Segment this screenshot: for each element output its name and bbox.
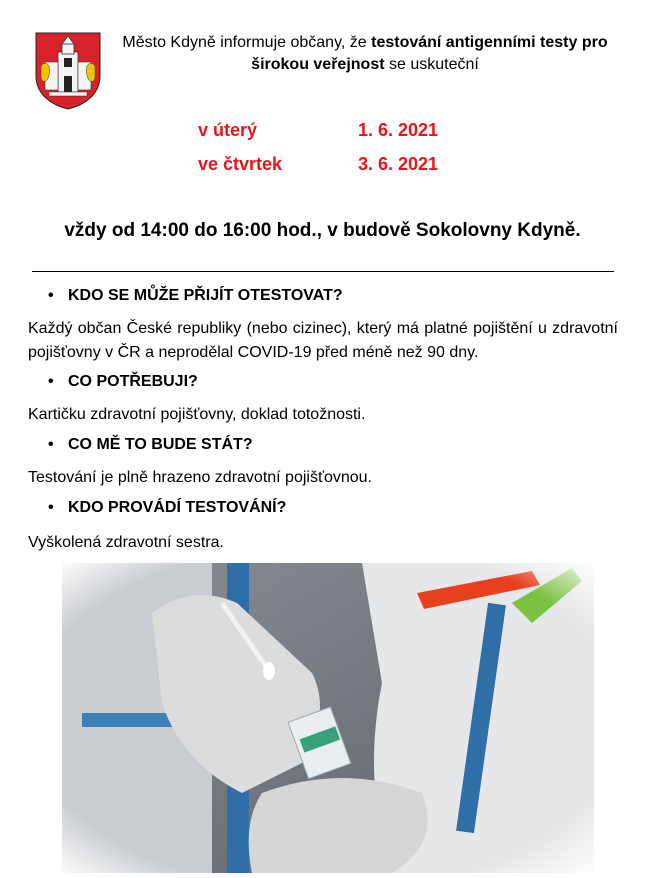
date-list	[198, 118, 438, 186]
faq-question: • CO MĚ TO BUDE STÁT?	[48, 436, 253, 453]
date-row	[198, 152, 438, 186]
covid-test-photo	[62, 563, 594, 873]
town-coat-of-arms	[35, 32, 101, 110]
bullet-icon: •	[48, 499, 54, 516]
bullet-icon: •	[48, 373, 54, 390]
date-value: 3. 6. 2021	[358, 154, 439, 174]
bullet-icon: •	[48, 436, 54, 453]
faq-answer: Každý občan České republiky (nebo cizinec), který má platné pojištění u zdravotní pojišťovny v ČR a neprodělal COVID-19 před méně než 90 dny.	[28, 320, 618, 361]
faq-question: • KDO PROVÁDÍ TESTOVÁNÍ?	[48, 499, 287, 516]
faq-question: • KDO SE MŮŽE PŘIJÍT OTESTOVAT?	[48, 287, 343, 304]
bullet-icon: •	[48, 287, 54, 304]
faq-answer: Testování je plně hrazeno zdravotní pojišťovnou.	[28, 469, 372, 486]
date-day: v úterý	[198, 120, 258, 140]
date-day: ve čtvrtek	[198, 154, 283, 174]
faq-answer: Vyškolená zdravotní sestra.	[28, 534, 224, 551]
date-value: 1. 6. 2021	[358, 120, 439, 140]
faq-answer: Kartičku zdravotní pojišťovny, doklad totožnosti.	[28, 406, 366, 423]
time-and-place: vždy od 14:00 do 16:00 hod., v budově Sokolovny Kdyně.	[64, 220, 581, 241]
date-row	[198, 118, 438, 152]
faq-question: • CO POTŘEBUJI?	[48, 373, 198, 390]
intro-text: Město Kdyně informuje občany, že testování antigenními testy pro širokou veřejnost se uskuteční	[122, 34, 608, 73]
divider	[32, 271, 614, 272]
